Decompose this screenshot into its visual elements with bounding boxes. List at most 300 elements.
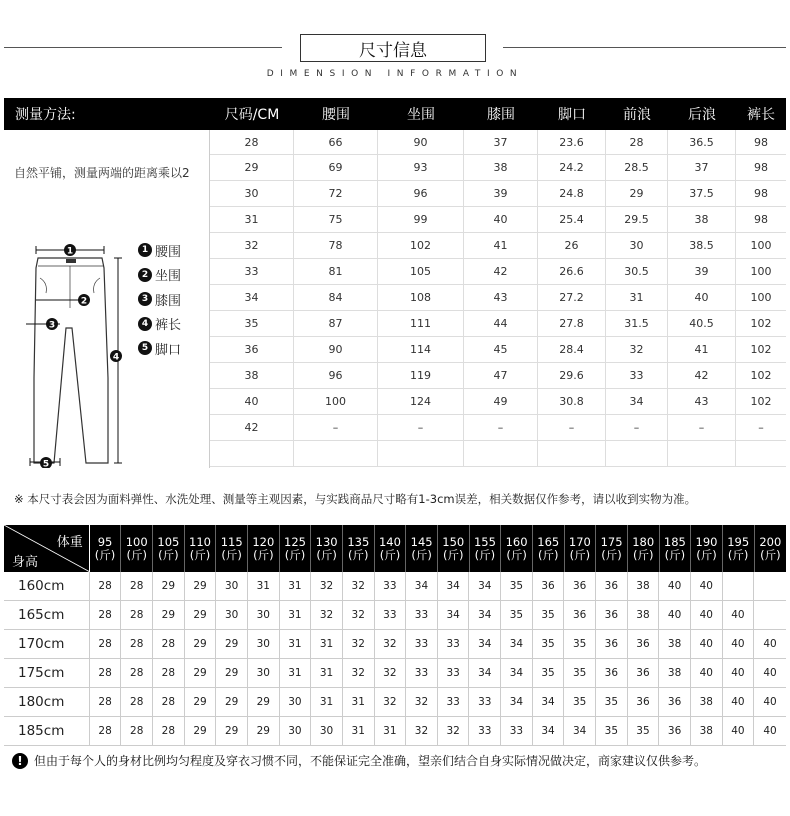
size-table bbox=[4, 98, 786, 468]
table-cell: 98 bbox=[754, 135, 768, 149]
size-cell: 32 bbox=[343, 659, 375, 687]
table-cell: 90 bbox=[294, 337, 378, 362]
weight-unit: (斤) bbox=[474, 547, 496, 562]
table-cell: 84 bbox=[294, 285, 378, 310]
weight-unit: (斤) bbox=[760, 547, 781, 562]
table-cell: – bbox=[606, 415, 668, 440]
weight-column-header bbox=[691, 525, 723, 572]
legend-label: 膝围 bbox=[155, 293, 182, 309]
table-row bbox=[210, 233, 786, 259]
weight-unit: (斤) bbox=[727, 547, 749, 562]
table-row bbox=[210, 337, 786, 363]
table-cell: – bbox=[758, 421, 764, 434]
weight-unit: (斤) bbox=[664, 547, 686, 562]
size-cell: 32 bbox=[311, 572, 343, 600]
weight-height-table bbox=[4, 525, 786, 746]
size-cell: 40 bbox=[723, 717, 755, 745]
table-cell: 42 bbox=[668, 363, 736, 388]
size-cell: 35 bbox=[564, 688, 596, 716]
size-cell: 28 bbox=[90, 688, 122, 716]
size-cell: 29 bbox=[153, 572, 185, 600]
weight-column-header bbox=[311, 525, 343, 572]
column-header: 腰围 bbox=[322, 107, 350, 123]
size-cell: 40 bbox=[763, 667, 777, 679]
weight-unit: (斤) bbox=[537, 547, 559, 562]
size-cell: 35 bbox=[596, 688, 628, 716]
table-cell: 25.4 bbox=[538, 207, 606, 232]
weight-column-header bbox=[470, 525, 502, 572]
table-cell: 100 bbox=[750, 265, 772, 278]
weight-column-header bbox=[438, 525, 470, 572]
weight-value: 140 bbox=[378, 534, 401, 549]
size-cell: 36 bbox=[628, 688, 660, 716]
size-cell: 40 bbox=[691, 572, 723, 600]
size-cell: 28 bbox=[121, 659, 153, 687]
weight-column-header bbox=[280, 525, 312, 572]
height-cell: 180cm bbox=[4, 688, 90, 716]
weight-unit: (斤) bbox=[189, 547, 211, 562]
page-subtitle: DIMENSION INFORMATION bbox=[266, 69, 524, 79]
size-cell: 28 bbox=[90, 717, 122, 745]
weight-column-header bbox=[406, 525, 438, 572]
table-cell: 29.6 bbox=[538, 363, 606, 388]
legend-item bbox=[138, 336, 181, 361]
size-cell: 36 bbox=[659, 717, 691, 745]
table-cell: 30.5 bbox=[606, 259, 668, 284]
table-cell bbox=[464, 441, 538, 466]
weight-value: 145 bbox=[410, 534, 433, 549]
table-cell: 38.5 bbox=[668, 233, 736, 258]
table-cell: 66 bbox=[294, 130, 378, 154]
svg-text:3: 3 bbox=[48, 320, 56, 331]
table-cell: – bbox=[294, 415, 378, 440]
table-cell bbox=[538, 441, 606, 466]
number-badge-icon: 4 bbox=[138, 317, 152, 331]
table-cell: 28.5 bbox=[606, 155, 668, 180]
table-cell: 72 bbox=[294, 181, 378, 206]
size-cell: 30 bbox=[248, 601, 280, 629]
weight-value: 105 bbox=[157, 534, 180, 549]
size-cell: 35 bbox=[596, 717, 628, 745]
size-cell: 28 bbox=[153, 659, 185, 687]
table-cell: 32 bbox=[606, 337, 668, 362]
size-cell: 40 bbox=[691, 601, 723, 629]
size-cell: 29 bbox=[248, 688, 280, 716]
header-rule-right bbox=[503, 47, 786, 48]
weight-column-header bbox=[533, 525, 565, 572]
weight-value: 170 bbox=[568, 534, 591, 549]
table-row bbox=[210, 181, 786, 207]
weight-unit: (斤) bbox=[348, 547, 369, 562]
size-cell: 34 bbox=[533, 717, 565, 745]
size-cell bbox=[754, 572, 786, 600]
size-cell: 35 bbox=[564, 659, 596, 687]
table-cell: 96 bbox=[378, 181, 464, 206]
size-cell: 32 bbox=[343, 572, 375, 600]
svg-text:4: 4 bbox=[112, 352, 120, 363]
weight-value: 175 bbox=[600, 534, 623, 549]
size-cell: 40 bbox=[723, 688, 755, 716]
size-cell: 34 bbox=[406, 572, 438, 600]
size-cell: 35 bbox=[564, 630, 596, 658]
table-cell: 102 bbox=[378, 233, 464, 258]
legend-item bbox=[138, 287, 181, 312]
size-disclaimer: ※ 本尺寸表会因为面料弹性、水洗处理、测量等主观因素，与实践商品尺寸略有1-3cm误差，相关数据仅作参考，请以收到实物为准。 bbox=[14, 492, 697, 506]
table-cell: 111 bbox=[378, 311, 464, 336]
svg-text:5: 5 bbox=[42, 459, 50, 468]
size-cell: 33 bbox=[438, 630, 470, 658]
table-cell: 81 bbox=[294, 259, 378, 284]
table-cell: 99 bbox=[378, 207, 464, 232]
weight-value: 95 bbox=[97, 534, 113, 549]
size-cell: 40 bbox=[763, 696, 777, 708]
size-cell: 38 bbox=[659, 630, 691, 658]
table-cell: 37.5 bbox=[668, 181, 736, 206]
table-cell: 38 bbox=[464, 155, 538, 180]
table-cell: 36.5 bbox=[668, 130, 736, 154]
table-cell: 47 bbox=[464, 363, 538, 388]
size-cell: 40 bbox=[659, 572, 691, 600]
table-cell: 114 bbox=[378, 337, 464, 362]
table-cell: 38 bbox=[668, 207, 736, 232]
size-cell: 34 bbox=[469, 572, 501, 600]
column-header: 前浪 bbox=[623, 107, 651, 123]
legend-item bbox=[138, 238, 181, 263]
table-row bbox=[210, 311, 786, 337]
weight-unit: (斤) bbox=[379, 547, 401, 562]
table-cell: 29.5 bbox=[606, 207, 668, 232]
table-cell: 31 bbox=[606, 285, 668, 310]
size-cell: 30 bbox=[248, 659, 280, 687]
height-cell: 165cm bbox=[4, 601, 90, 629]
size-cell: 30 bbox=[216, 572, 248, 600]
table-row bbox=[4, 572, 786, 601]
table-cell: 32 bbox=[210, 233, 294, 258]
size-cell: 36 bbox=[564, 601, 596, 629]
size-cell: 28 bbox=[121, 688, 153, 716]
table-row bbox=[210, 363, 786, 389]
table-cell: 28 bbox=[606, 130, 668, 154]
number-badge-icon: 1 bbox=[138, 243, 152, 257]
table-row bbox=[4, 630, 786, 659]
weight-value: 165 bbox=[537, 534, 560, 549]
method-label: 测量方法: bbox=[15, 107, 76, 123]
table-cell: 38 bbox=[210, 363, 294, 388]
measure-guide bbox=[4, 130, 210, 468]
height-cell: 185cm bbox=[4, 717, 90, 745]
size-cell: 33 bbox=[375, 601, 407, 629]
table-cell: 27.2 bbox=[538, 285, 606, 310]
size-cell: 33 bbox=[375, 572, 407, 600]
size-cell: 34 bbox=[469, 659, 501, 687]
size-cell: 38 bbox=[628, 601, 660, 629]
table-cell: 44 bbox=[464, 311, 538, 336]
table-row bbox=[4, 601, 786, 630]
table-cell bbox=[210, 441, 294, 466]
size-cell: 36 bbox=[564, 572, 596, 600]
table-cell: 33 bbox=[606, 363, 668, 388]
table-cell: 87 bbox=[294, 311, 378, 336]
weight-unit: (斤) bbox=[158, 547, 179, 562]
size-cell: 32 bbox=[375, 688, 407, 716]
size-cell: 40 bbox=[691, 659, 723, 687]
weight-column-header bbox=[185, 525, 217, 572]
size-cell: 28 bbox=[153, 630, 185, 658]
table-cell: 43 bbox=[668, 389, 736, 414]
size-cell: 34 bbox=[501, 630, 533, 658]
size-cell: 33 bbox=[438, 688, 470, 716]
page-title: 尺寸信息 bbox=[300, 34, 486, 62]
size-cell: 31 bbox=[311, 659, 343, 687]
table-cell: 36 bbox=[210, 337, 294, 362]
size-cell: 30 bbox=[216, 601, 248, 629]
weight-column-header bbox=[153, 525, 185, 572]
table-row bbox=[210, 259, 786, 285]
weight-value: 195 bbox=[727, 534, 750, 549]
weight-column-header bbox=[755, 525, 787, 572]
table-row bbox=[210, 155, 786, 181]
table-cell bbox=[606, 441, 668, 466]
legend-label: 腰围 bbox=[155, 244, 182, 260]
weight-column-header bbox=[90, 525, 122, 572]
weight-value: 150 bbox=[442, 534, 465, 549]
weight-value: 125 bbox=[284, 534, 306, 549]
size-cell: 36 bbox=[596, 601, 628, 629]
table-cell: 35 bbox=[210, 311, 294, 336]
number-badge-icon: 3 bbox=[138, 292, 152, 306]
size-cell: 31 bbox=[343, 717, 375, 745]
size-cell: 36 bbox=[596, 630, 628, 658]
size-cell: 29 bbox=[216, 717, 248, 745]
weight-column-header bbox=[660, 525, 692, 572]
table-cell: 124 bbox=[378, 389, 464, 414]
table-row bbox=[210, 207, 786, 233]
size-cell: 32 bbox=[406, 688, 438, 716]
column-header: 脚口 bbox=[558, 107, 586, 123]
table-row bbox=[210, 415, 786, 441]
weight-column-header bbox=[375, 525, 407, 572]
size-cell: 28 bbox=[90, 572, 122, 600]
size-cell: 29 bbox=[248, 717, 280, 745]
weight-value: 115 bbox=[220, 534, 243, 549]
size-cell: 34 bbox=[501, 688, 533, 716]
size-cell: 31 bbox=[248, 572, 280, 600]
size-cell: 40 bbox=[723, 630, 755, 658]
size-cell: 30 bbox=[280, 688, 312, 716]
table-row bbox=[4, 717, 786, 746]
exclamation-icon: ! bbox=[12, 753, 28, 769]
size-cell: 33 bbox=[406, 630, 438, 658]
table-cell: 24.8 bbox=[538, 181, 606, 206]
table-corner bbox=[4, 525, 90, 572]
size-cell: 29 bbox=[185, 688, 217, 716]
size-cell: 28 bbox=[90, 601, 122, 629]
table-row bbox=[210, 389, 786, 415]
size-cell: 33 bbox=[501, 717, 533, 745]
weight-value: 100 bbox=[125, 534, 148, 549]
size-cell: 35 bbox=[533, 601, 565, 629]
table-cell: 40 bbox=[668, 285, 736, 310]
table-cell: 30 bbox=[210, 181, 294, 206]
flat-measure-note: 自然平铺，测量两端的距离乘以2 bbox=[14, 166, 190, 180]
size-cell: 28 bbox=[90, 630, 122, 658]
size-cell: 36 bbox=[628, 630, 660, 658]
table-cell: 42 bbox=[464, 259, 538, 284]
weight-value: 160 bbox=[505, 534, 528, 549]
weight-unit: (斤) bbox=[506, 547, 527, 562]
table-cell: 100 bbox=[750, 239, 772, 252]
size-cell: 31 bbox=[280, 601, 312, 629]
table-cell: 90 bbox=[378, 130, 464, 154]
table-cell bbox=[736, 441, 786, 466]
table-cell: 40 bbox=[210, 389, 294, 414]
measure-legend bbox=[138, 238, 181, 361]
size-cell: 38 bbox=[691, 688, 723, 716]
table-cell: – bbox=[668, 415, 736, 440]
table-cell: 29 bbox=[210, 155, 294, 180]
table-cell: 43 bbox=[464, 285, 538, 310]
size-cell: 28 bbox=[153, 717, 185, 745]
size-cell: 40 bbox=[691, 630, 723, 658]
weight-unit: (斤) bbox=[221, 547, 242, 562]
size-cell: 36 bbox=[596, 572, 628, 600]
size-cell: 29 bbox=[185, 630, 217, 658]
size-cell: 34 bbox=[501, 659, 533, 687]
weight-column-header bbox=[248, 525, 280, 572]
size-cell: 40 bbox=[763, 638, 777, 650]
legend-item bbox=[138, 263, 181, 288]
size-cell: 28 bbox=[121, 717, 153, 745]
size-cell: 32 bbox=[406, 717, 438, 745]
weight-label: 体重 bbox=[56, 535, 83, 550]
weight-unit: (斤) bbox=[696, 547, 717, 562]
size-cell: 34 bbox=[469, 601, 501, 629]
size-cell: 30 bbox=[248, 630, 280, 658]
size-cell: 29 bbox=[185, 717, 217, 745]
size-cell: 35 bbox=[501, 572, 533, 600]
weight-table-header bbox=[4, 525, 786, 572]
table-cell: – bbox=[464, 415, 538, 440]
table-cell: – bbox=[378, 415, 464, 440]
size-cell: 34 bbox=[469, 630, 501, 658]
legend-label: 裤长 bbox=[155, 318, 182, 334]
size-cell: 29 bbox=[216, 630, 248, 658]
size-cell: 38 bbox=[659, 659, 691, 687]
table-cell: 30.8 bbox=[538, 389, 606, 414]
weight-unit: (斤) bbox=[94, 547, 116, 562]
table-cell: 28.4 bbox=[538, 337, 606, 362]
weight-value: 180 bbox=[632, 534, 655, 549]
svg-text:1: 1 bbox=[66, 246, 74, 257]
size-cell: 34 bbox=[564, 717, 596, 745]
weight-unit: (斤) bbox=[601, 547, 622, 562]
size-cell: 28 bbox=[153, 688, 185, 716]
table-cell: 23.6 bbox=[538, 130, 606, 154]
table-cell: 39 bbox=[668, 259, 736, 284]
size-cell: 32 bbox=[375, 659, 407, 687]
size-cell: 31 bbox=[375, 717, 407, 745]
size-cell: 29 bbox=[153, 601, 185, 629]
table-cell bbox=[294, 441, 378, 466]
size-cell: 40 bbox=[723, 601, 755, 629]
weight-unit: (斤) bbox=[284, 547, 306, 562]
size-cell: 35 bbox=[628, 717, 660, 745]
weight-unit: (斤) bbox=[253, 547, 274, 562]
column-header: 尺码/CM bbox=[224, 107, 280, 123]
legend-label: 脚口 bbox=[155, 342, 182, 358]
weight-column-header bbox=[343, 525, 375, 572]
size-cell: 33 bbox=[469, 688, 501, 716]
size-cell: 36 bbox=[533, 572, 565, 600]
weight-unit: (斤) bbox=[569, 547, 591, 562]
weight-column-header bbox=[596, 525, 628, 572]
size-cell: 32 bbox=[438, 717, 470, 745]
table-cell: 105 bbox=[378, 259, 464, 284]
table-cell: 27.8 bbox=[538, 311, 606, 336]
column-header: 膝围 bbox=[487, 107, 515, 123]
table-cell: 69 bbox=[294, 155, 378, 180]
size-cell: 33 bbox=[469, 717, 501, 745]
size-cell: 40 bbox=[659, 601, 691, 629]
table-cell: 102 bbox=[750, 343, 772, 356]
table-cell: 26 bbox=[538, 233, 606, 258]
size-cell: 33 bbox=[406, 659, 438, 687]
size-cell: 32 bbox=[343, 601, 375, 629]
weight-column-header bbox=[121, 525, 153, 572]
size-cell: 32 bbox=[311, 601, 343, 629]
table-cell: 102 bbox=[750, 395, 772, 408]
weight-column-header bbox=[628, 525, 660, 572]
size-cell: 35 bbox=[533, 630, 565, 658]
size-cell: 32 bbox=[375, 630, 407, 658]
size-cell: 34 bbox=[438, 572, 470, 600]
size-cell: 36 bbox=[596, 659, 628, 687]
table-cell: 28 bbox=[210, 130, 294, 154]
table-cell: 102 bbox=[750, 317, 772, 330]
weight-value: 130 bbox=[315, 534, 338, 549]
size-cell: 35 bbox=[501, 601, 533, 629]
weight-unit: (斤) bbox=[316, 547, 337, 562]
weight-column-header bbox=[216, 525, 248, 572]
size-cell: 31 bbox=[343, 688, 375, 716]
height-cell: 175cm bbox=[4, 659, 90, 687]
table-cell: 41 bbox=[668, 337, 736, 362]
size-cell bbox=[754, 601, 786, 629]
table-cell: 40.5 bbox=[668, 311, 736, 336]
size-cell: 36 bbox=[659, 688, 691, 716]
table-cell: 33 bbox=[210, 259, 294, 284]
table-cell: 98 bbox=[754, 213, 768, 226]
height-label: 身高 bbox=[12, 555, 39, 570]
footer-text: 但由于每个人的身材比例均匀程度及穿衣习惯不同，不能保证完全准确，望亲们结合自身实际情况做决定，商家建议仅供参考。 bbox=[34, 754, 707, 768]
table-cell: 31.5 bbox=[606, 311, 668, 336]
table-row bbox=[4, 659, 786, 688]
table-cell: – bbox=[538, 415, 606, 440]
table-cell: 108 bbox=[378, 285, 464, 310]
size-cell: 29 bbox=[185, 572, 217, 600]
table-cell: 34 bbox=[210, 285, 294, 310]
table-cell: 102 bbox=[750, 369, 772, 382]
size-table-header bbox=[4, 98, 786, 130]
size-cell: 34 bbox=[438, 601, 470, 629]
size-cell: 33 bbox=[406, 601, 438, 629]
weight-value: 110 bbox=[189, 534, 211, 549]
weight-value: 190 bbox=[695, 534, 718, 549]
table-row bbox=[210, 130, 786, 155]
table-cell: 26.6 bbox=[538, 259, 606, 284]
size-cell: 30 bbox=[311, 717, 343, 745]
size-cell: 29 bbox=[216, 659, 248, 687]
